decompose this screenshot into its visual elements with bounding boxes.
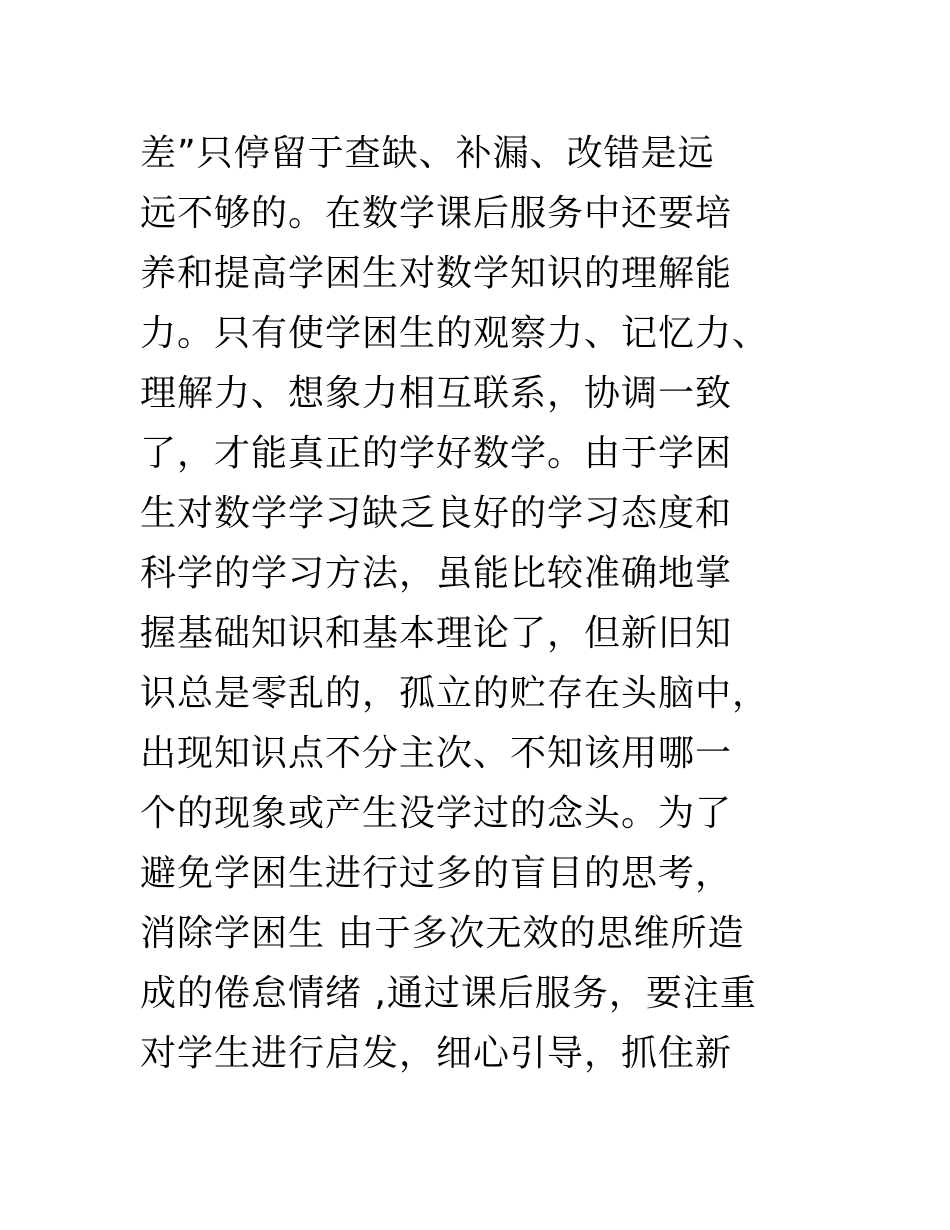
text-line: 个的现象或产生没学过的念头。为了 (140, 793, 733, 834)
text-line: 养和提高学困生对数学知识的理解能 (140, 253, 733, 294)
text-line: 远不够的。在数学课后服务中还要培 (140, 193, 733, 234)
body-text (140, 124, 840, 1084)
text-line: 避免学困生进行过多的盲目的思考， (140, 853, 733, 894)
text-line: 了，才能真正的学好数学。由于学困 (140, 433, 733, 474)
text-line: 力。只有使学困生的观察力、记忆力、 (140, 313, 770, 354)
text-line: 差”只停留于查缺、补漏、改错是远 (140, 133, 715, 174)
text-line: 握基础知识和基本理论了，但新旧知 (140, 613, 733, 654)
text-line: 成的倦怠情绪 ,通过课后服务，要注重 (140, 973, 757, 1014)
text-line: 科学的学习方法，虽能比较准确地掌 (140, 553, 733, 594)
text-line: 理解力、想象力相互联系，协调一致 (140, 373, 733, 414)
text-line: 对学生进行启发，细心引导，抓住新 (140, 1033, 733, 1074)
text-line: 出现知识点不分主次、不知该用哪一 (140, 733, 733, 774)
text-line: 消除学困生 由于多次无效的思维所造 (140, 913, 745, 954)
text-line: 识总是零乱的，孤立的贮存在头脑中， (140, 673, 770, 714)
text-line: 生对数学学习缺乏良好的学习态度和 (140, 493, 733, 534)
